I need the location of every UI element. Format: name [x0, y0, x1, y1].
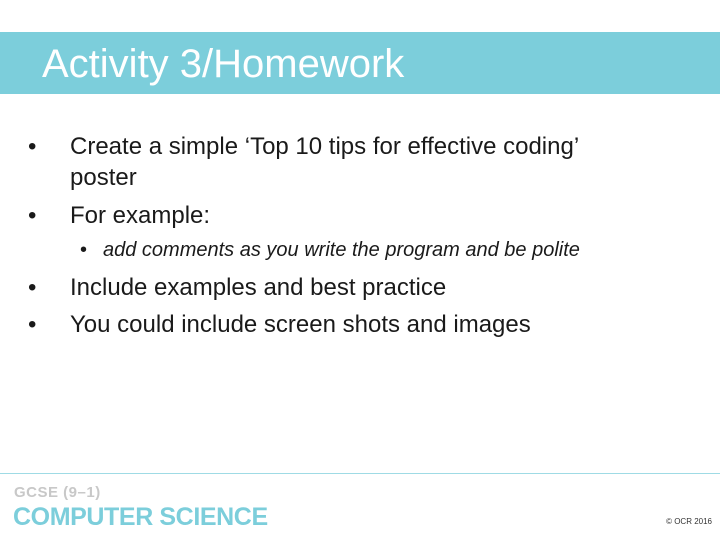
sub-bullet-marker: • — [80, 239, 88, 261]
sub-bullet-text: add comments as you write the program and be polite — [103, 239, 580, 261]
footer-divider — [0, 473, 720, 474]
brand-qualification: GCSE (9–1) — [14, 484, 101, 501]
bullet-line: poster — [70, 164, 137, 191]
bullet-text: Include examples and best practice — [70, 274, 447, 301]
bullet-text: For example: — [70, 202, 211, 229]
slide-title: Activity 3/Homework — [42, 42, 405, 86]
brand-subject: COMPUTER SCIENCE — [13, 503, 268, 531]
bullet-marker: • — [28, 274, 37, 301]
copyright-notice: © OCR 2016 — [666, 517, 712, 526]
bullet-text — [70, 131, 579, 193]
bullet-text: You could include screen shots and images — [70, 311, 531, 338]
bullet-marker: • — [28, 133, 37, 160]
bullet-marker: • — [28, 202, 37, 229]
bullet-line: Create a simple ‘Top 10 tips for effective coding’ — [70, 133, 580, 160]
bullet-marker: • — [28, 311, 37, 338]
